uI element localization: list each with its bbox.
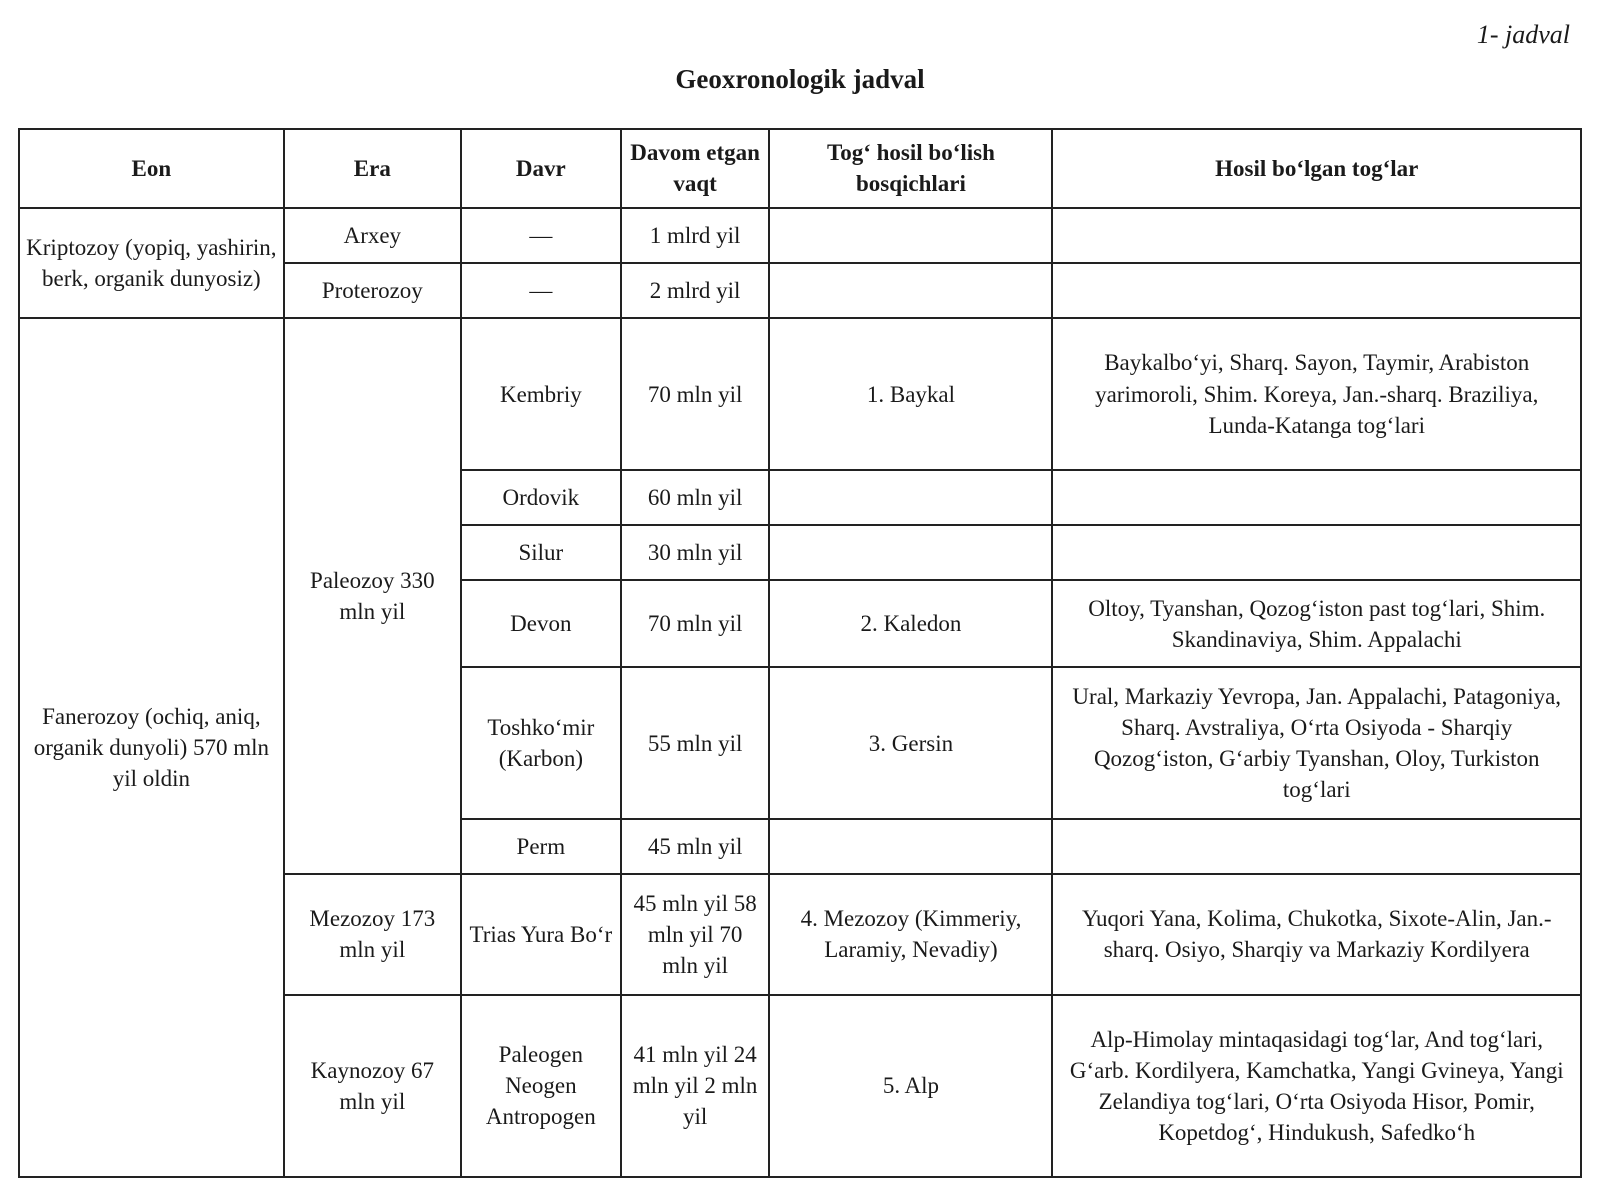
cell-bosqich: 3. Gersin <box>769 667 1052 818</box>
cell-bosqich <box>769 208 1052 263</box>
header-eon: Eon <box>19 129 284 208</box>
header-davr: Davr <box>461 129 621 208</box>
cell-bosqich: 2. Kaledon <box>769 580 1052 667</box>
cell-toglar: Oltoy, Tyanshan, Qozog‘iston past tog‘lari, Shim. Skandinaviya, Shim. Appalachi <box>1052 580 1581 667</box>
cell-davom: 60 mln yil <box>621 470 770 525</box>
table-number: 1- jadval <box>1476 20 1570 49</box>
cell-toglar <box>1052 819 1581 874</box>
cell-davr: Toshko‘mir (Karbon) <box>461 667 621 818</box>
cell-toglar: Alp-Himolay mintaqasidagi tog‘lar, And tog‘lari, G‘arb. Kordilyera, Kamchatka, Yangi Gvineya, Yangi Zelandiya tog‘lari, O‘rta Osiyoda Hisor, Pomir, Kopetdog‘, Hindukush, Safedko‘h <box>1052 995 1581 1177</box>
cell-bosqich: 1. Baykal <box>769 318 1052 469</box>
cell-davr: Silur <box>461 525 621 580</box>
cell-davom: 2 mlrd yil <box>621 263 770 318</box>
cell-davom: 41 mln yil 24 mln yil 2 mln yil <box>621 995 770 1177</box>
table-title: Geoxronologik jadval <box>675 64 925 94</box>
cell-davom: 1 mlrd yil <box>621 208 770 263</box>
era-paleozoy: Paleozoy 330 mln yil <box>284 318 461 874</box>
cell-davom: 55 mln yil <box>621 667 770 818</box>
cell-bosqich <box>769 263 1052 318</box>
eon-fanerozoy: Fanerozoy (ochiq, aniq, organik dunyoli) 570 mln yil oldin <box>19 318 284 1177</box>
header-row <box>19 129 1581 208</box>
header-bosqich: Tog‘ hosil bo‘lish bosqichlari <box>769 129 1052 208</box>
cell-bosqich <box>769 819 1052 874</box>
cell-bosqich <box>769 525 1052 580</box>
cell-davr: Ordovik <box>461 470 621 525</box>
cell-davr: — <box>461 208 621 263</box>
cell-toglar: Baykalbo‘yi, Sharq. Sayon, Taymir, Arabiston yarimoroli, Shim. Koreya, Jan.-sharq. Braziliya, Lunda-Katanga tog‘lari <box>1052 318 1581 469</box>
cell-davom: 70 mln yil <box>621 318 770 469</box>
header-era: Era <box>284 129 461 208</box>
cell-davr: Perm <box>461 819 621 874</box>
cell-davr: — <box>461 263 621 318</box>
cell-davr: Trias Yura Bo‘r <box>461 874 621 995</box>
era-arxey: Arxey <box>284 208 461 263</box>
cell-toglar <box>1052 208 1581 263</box>
cell-davr: Devon <box>461 580 621 667</box>
table-row <box>19 208 1581 263</box>
header-davom: Davom etgan vaqt <box>621 129 770 208</box>
table-row <box>19 318 1581 469</box>
eon-kriptozoy: Kriptozoy (yopiq, yashirin, berk, organik dunyosiz) <box>19 208 284 319</box>
era-mezozoy: Mezozoy 173 mln yil <box>284 874 461 995</box>
cell-davr: Paleogen Neogen Antropogen <box>461 995 621 1177</box>
cell-davr: Kembriy <box>461 318 621 469</box>
cell-bosqich: 4. Mezozoy (Kimmeriy, Laramiy, Nevadiy) <box>769 874 1052 995</box>
cell-toglar <box>1052 525 1581 580</box>
cell-davom: 30 mln yil <box>621 525 770 580</box>
cell-toglar: Yuqori Yana, Kolima, Chukotka, Sixote-Alin, Jan.-sharq. Osiyo, Sharqiy va Markaziy Kordilyera <box>1052 874 1581 995</box>
era-proterozoy: Proterozoy <box>284 263 461 318</box>
cell-toglar <box>1052 263 1581 318</box>
cell-davom: 45 mln yil 58 mln yil 70 mln yil <box>621 874 770 995</box>
cell-bosqich: 5. Alp <box>769 995 1052 1177</box>
header-toglar: Hosil bo‘lgan tog‘lar <box>1052 129 1581 208</box>
cell-bosqich <box>769 470 1052 525</box>
cell-davom: 70 mln yil <box>621 580 770 667</box>
cell-toglar: Ural, Markaziy Yevropa, Jan. Appalachi, Patagoniya, Sharq. Avstraliya, O‘rta Osiyoda - Sharqiy Qozog‘iston, G‘arbiy Tyanshan, Oloy, Turkiston tog‘lari <box>1052 667 1581 818</box>
geochronological-table <box>18 128 1582 1178</box>
cell-toglar <box>1052 470 1581 525</box>
era-kaynozoy: Kaynozoy 67 mln yil <box>284 995 461 1177</box>
cell-davom: 45 mln yil <box>621 819 770 874</box>
